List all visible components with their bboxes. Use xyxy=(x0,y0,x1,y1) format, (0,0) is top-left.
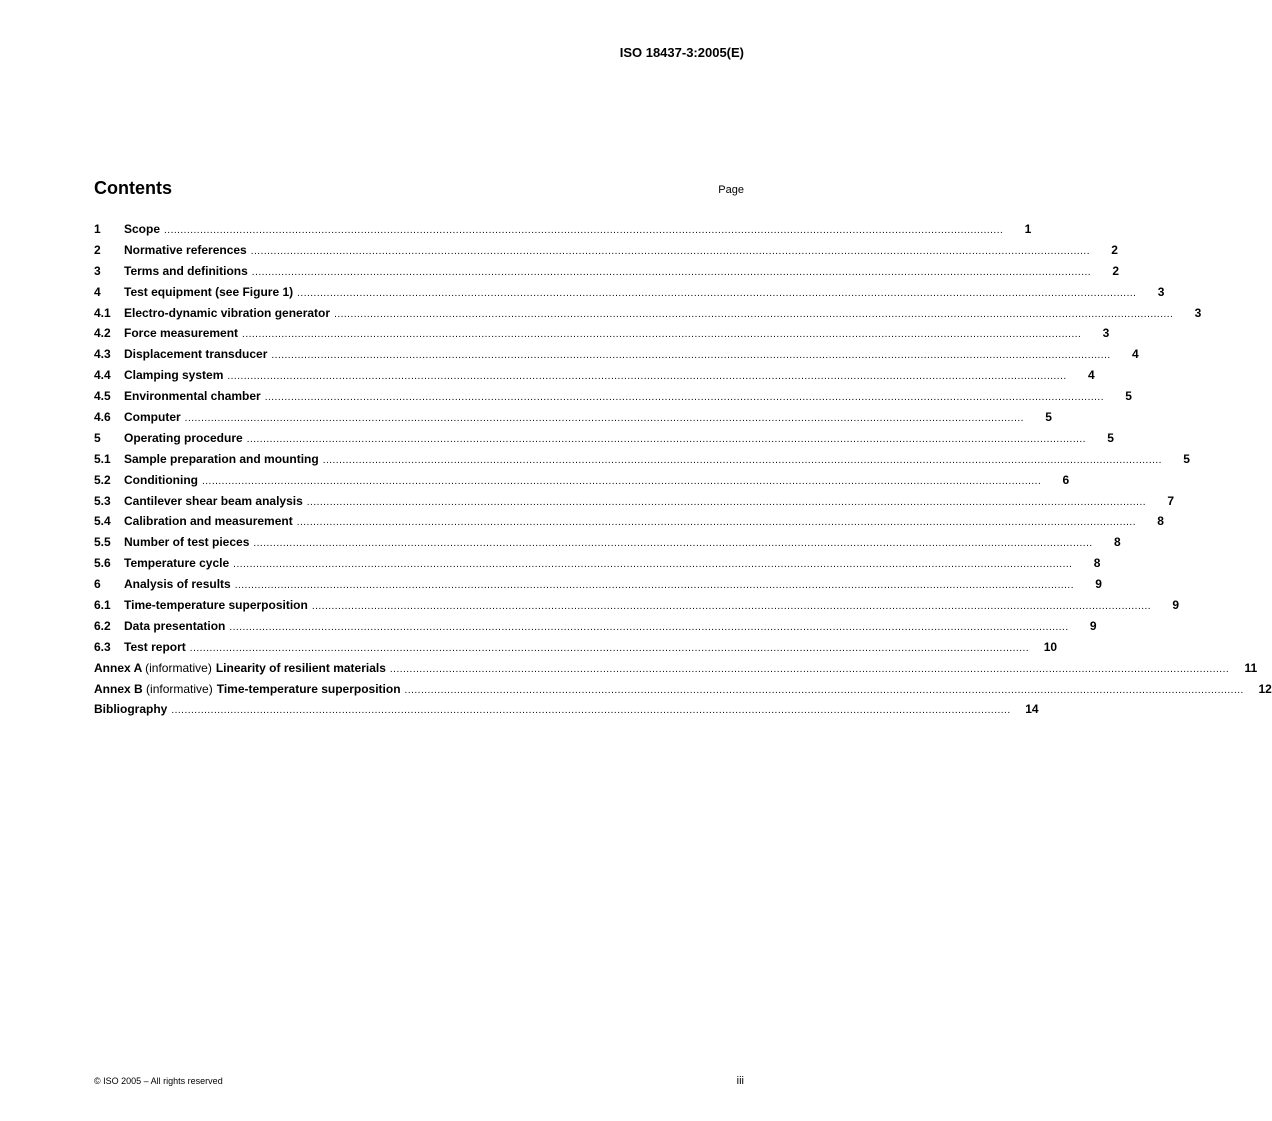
toc-entry-1[interactable] xyxy=(94,222,1032,243)
toc-leader: ................................................................................................................................................................................................................................................................ xyxy=(229,621,1069,633)
toc-title: Scope xyxy=(124,222,161,236)
toc-title: Conditioning xyxy=(124,472,198,487)
toc-number: 5.5 xyxy=(94,535,111,550)
toc-page-number: 6 xyxy=(1062,472,1070,487)
toc-number: 5.3 xyxy=(94,493,111,508)
toc-page-number: 14 xyxy=(1025,702,1039,717)
toc-number: 2 xyxy=(94,242,101,257)
toc-leader: ................................................................................................................................................................................................................................................................ xyxy=(242,329,1082,341)
toc-entry-4[interactable] xyxy=(94,284,1165,306)
copyright-notice: © ISO 2005 – All rights reserved xyxy=(94,1076,223,1086)
toc-page-number: 8 xyxy=(1093,556,1101,571)
toc-number: 4.3 xyxy=(94,347,111,362)
toc-title: Electro-dynamic vibration generator xyxy=(124,305,331,320)
toc-entry-4-5[interactable] xyxy=(94,389,1132,410)
toc-entry-annex-b[interactable] xyxy=(94,681,1272,703)
toc-page-number: 11 xyxy=(1244,660,1258,675)
toc-number: 3 xyxy=(94,263,101,278)
toc-leader: ................................................................................................................................................................................................................................................................ xyxy=(311,601,1152,613)
page-column-label: Page xyxy=(718,184,744,196)
toc-title: Terms and definitions xyxy=(124,263,248,278)
toc-leader: ................................................................................................................................................................................................................................................................ xyxy=(271,350,1111,362)
toc-leader: ................................................................................................................................................................................................................................................................ xyxy=(296,517,1136,529)
toc-page-number: 5 xyxy=(1045,410,1052,425)
toc-title: Number of test pieces xyxy=(124,535,250,550)
toc-leader: ................................................................................................................................................................................................................................................................ xyxy=(234,580,1074,592)
toc-title: Operating procedure xyxy=(124,430,243,445)
toc-number: 1 xyxy=(94,222,101,236)
toc-page-number: 8 xyxy=(1113,535,1121,550)
toc-leader: ................................................................................................................................................................................................................................................................ xyxy=(264,392,1104,404)
toc-leader: ................................................................................................................................................................................................................................................................ xyxy=(404,684,1244,696)
toc-number: 5 xyxy=(94,430,101,445)
toc-number: 4.6 xyxy=(94,410,111,425)
toc-leader: ................................................................................................................................................................................................................................................................ xyxy=(201,475,1042,487)
toc-leader: ................................................................................................................................................................................................................................................................ xyxy=(233,559,1073,571)
toc-entry-4-1[interactable] xyxy=(94,305,1202,327)
toc-entry-5[interactable] xyxy=(94,430,1114,452)
toc-entry-annex-a[interactable] xyxy=(94,660,1258,682)
toc-page-number: 3 xyxy=(1194,305,1202,320)
toc-number: 4 xyxy=(94,284,101,299)
toc-entry-6-2[interactable] xyxy=(94,618,1097,640)
toc-number: 6.2 xyxy=(94,618,111,633)
toc-leader: ................................................................................................................................................................................................................................................................ xyxy=(306,496,1147,508)
toc-title: Bibliography xyxy=(94,702,168,717)
annex-label: Annex A (informative) xyxy=(94,660,212,675)
toc-entry-4-3[interactable] xyxy=(94,347,1139,368)
toc-title: Test report xyxy=(124,639,186,654)
toc-leader: ................................................................................................................................................................................................................................................................ xyxy=(250,245,1090,257)
toc-number: 6 xyxy=(94,577,101,592)
toc-number: 5.1 xyxy=(94,451,111,466)
toc-leader: ................................................................................................................................................................................................................................................................ xyxy=(171,705,1011,717)
toc-page-number: 2 xyxy=(1112,263,1120,278)
toc-number: 4.1 xyxy=(94,305,111,320)
toc-title: Temperature cycle xyxy=(124,556,230,571)
toc-entry-4-4[interactable] xyxy=(94,368,1095,389)
toc-title: Time-temperature superposition xyxy=(216,681,401,696)
toc-number: 6.3 xyxy=(94,639,111,654)
toc-page-number: 9 xyxy=(1089,618,1097,633)
toc-page-number: 10 xyxy=(1043,639,1058,654)
table-of-contents xyxy=(94,222,1272,723)
toc-title: Displacement transducer xyxy=(124,347,268,362)
toc-entry-5-1[interactable] xyxy=(94,451,1190,473)
toc-title: Time-temperature superposition xyxy=(124,598,308,613)
toc-leader: ................................................................................................................................................................................................................................................................ xyxy=(227,371,1067,383)
toc-page-number: 8 xyxy=(1157,514,1164,529)
toc-title: Normative references xyxy=(124,242,247,257)
toc-page-number: 4 xyxy=(1131,347,1139,362)
toc-page-number: 3 xyxy=(1157,284,1165,299)
toc-title: Test equipment (see Figure 1) xyxy=(124,284,294,299)
toc-entry-5-4[interactable] xyxy=(94,514,1164,535)
page-number: iii xyxy=(736,1075,744,1087)
toc-leader: ................................................................................................................................................................................................................................................................ xyxy=(322,454,1162,466)
contents-heading: Contents xyxy=(94,178,172,198)
toc-leader: ................................................................................................................................................................................................................................................................ xyxy=(164,225,1004,236)
toc-page-number: 5 xyxy=(1125,389,1132,404)
toc-page-number: 4 xyxy=(1087,368,1095,383)
annex-label: Annex B (informative) xyxy=(94,681,213,696)
toc-entry-6-3[interactable] xyxy=(94,639,1058,661)
toc-leader: ................................................................................................................................................................................................................................................................ xyxy=(389,663,1230,675)
toc-title: Data presentation xyxy=(124,618,226,633)
toc-leader: ................................................................................................................................................................................................................................................................ xyxy=(184,413,1024,425)
toc-page-number: 7 xyxy=(1167,493,1175,508)
toc-title: Computer xyxy=(124,410,181,425)
toc-page-number: 12 xyxy=(1258,681,1272,696)
toc-entry-6-1[interactable] xyxy=(94,598,1180,619)
toc-entry-3[interactable] xyxy=(94,263,1120,285)
toc-number: 4.2 xyxy=(94,326,111,341)
toc-page-number: 2 xyxy=(1111,242,1118,257)
toc-page-number: 5 xyxy=(1107,430,1114,445)
toc-entry-5-6[interactable] xyxy=(94,556,1101,577)
toc-number: 4.5 xyxy=(94,389,111,404)
toc-entry-5-2[interactable] xyxy=(94,472,1070,494)
toc-entry-bibliography[interactable] xyxy=(94,702,1039,723)
toc-leader: ................................................................................................................................................................................................................................................................ xyxy=(334,308,1174,320)
toc-number: 4.4 xyxy=(94,368,111,383)
toc-page-number: 3 xyxy=(1102,326,1110,341)
toc-number: 5.2 xyxy=(94,472,111,487)
toc-title: Force measurement xyxy=(124,326,239,341)
toc-leader: ................................................................................................................................................................................................................................................................ xyxy=(189,642,1030,654)
toc-leader: ................................................................................................................................................................................................................................................................ xyxy=(297,287,1137,299)
toc-page-number: 5 xyxy=(1183,451,1190,466)
toc-page-number: 9 xyxy=(1095,577,1102,592)
toc-entry-5-5[interactable] xyxy=(94,535,1121,556)
toc-leader: ................................................................................................................................................................................................................................................................ xyxy=(251,266,1092,278)
toc-title: Linearity of resilient materials xyxy=(215,660,386,675)
toc-entry-5-3[interactable] xyxy=(94,493,1175,515)
toc-title: Sample preparation and mounting xyxy=(124,451,319,466)
toc-title: Calibration and measurement xyxy=(124,514,293,529)
document-id: ISO 18437-3:2005(E) xyxy=(619,45,744,60)
toc-title: Analysis of results xyxy=(124,577,231,592)
toc-number: 5.4 xyxy=(94,514,111,529)
toc-title: Clamping system xyxy=(124,368,224,383)
toc-page-number: 9 xyxy=(1172,598,1180,613)
toc-entry-4-2[interactable] xyxy=(94,326,1110,347)
toc-title: Cantilever shear beam analysis xyxy=(124,493,303,508)
toc-leader: ................................................................................................................................................................................................................................................................ xyxy=(246,433,1086,445)
toc-title: Environmental chamber xyxy=(124,389,261,404)
toc-entry-6[interactable] xyxy=(94,577,1102,598)
toc-number: 5.6 xyxy=(94,556,111,571)
toc-number: 6.1 xyxy=(94,598,111,613)
toc-entry-4-6[interactable] xyxy=(94,410,1052,431)
toc-leader: ................................................................................................................................................................................................................................................................ xyxy=(253,538,1093,550)
toc-entry-2[interactable] xyxy=(94,242,1118,264)
toc-page-number: 1 xyxy=(1024,222,1032,236)
